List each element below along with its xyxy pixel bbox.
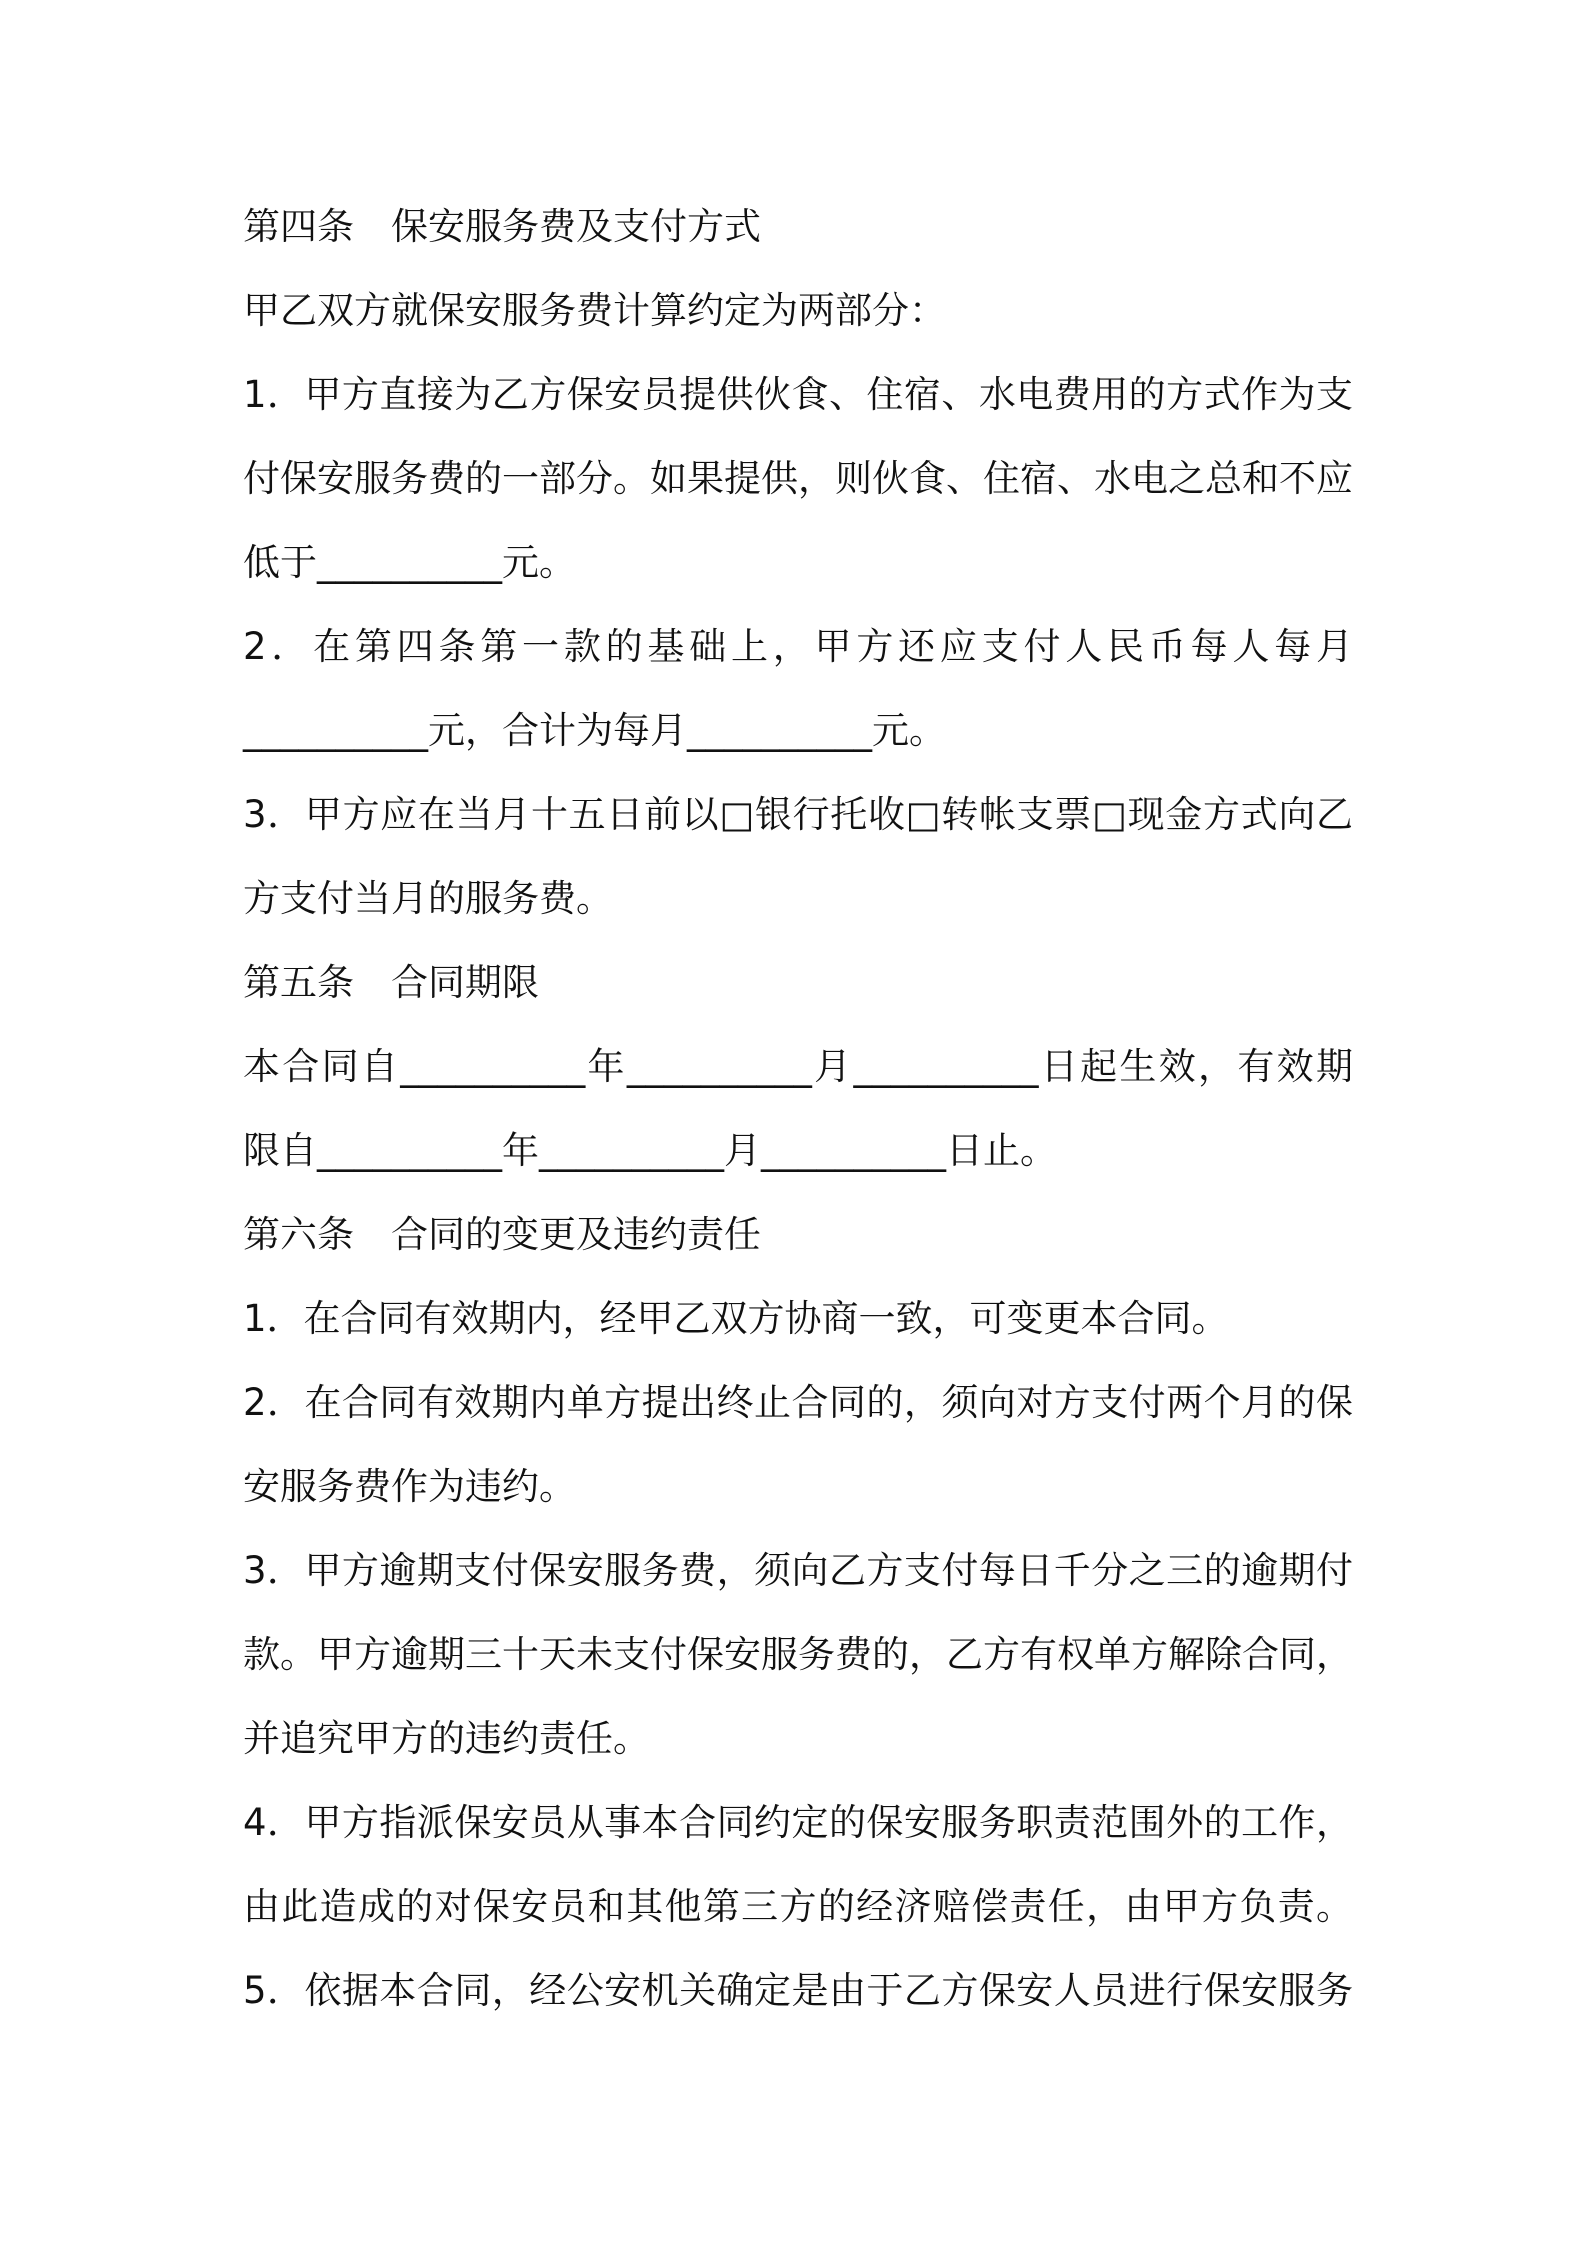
paragraph-line: 付保安服务费的一部分。如果提供，则伙食、住宿、水电之总和不应 — [243, 457, 1353, 500]
paragraph-line: 1．在合同有效期内，经甲乙双方协商一致，可变更本合同。 — [243, 1297, 1229, 1340]
article-4-heading: 第四条 保安服务费及支付方式 — [243, 205, 761, 248]
paragraph-line: 1．甲方直接为乙方保安员提供伙食、住宿、水电费用的方式作为支 — [243, 373, 1353, 416]
paragraph-line: 2．在合同有效期内单方提出终止合同的，须向对方支付两个月的保 — [243, 1381, 1353, 1424]
paragraph-line: 由此造成的对保安员和其他第三方的经济赔偿责任，由甲方负责。 — [243, 1885, 1353, 1928]
paragraph-line: 4．甲方指派保安员从事本合同约定的保安服务职责范围外的工作， — [243, 1801, 1353, 1844]
article-6-heading: 第六条 合同的变更及违约责任 — [243, 1213, 761, 1256]
paragraph-line: 方支付当月的服务费。 — [243, 877, 613, 920]
paragraph-line: 甲乙双方就保安服务费计算约定为两部分： — [243, 289, 946, 332]
paragraph-line: 并追究甲方的违约责任。 — [243, 1717, 650, 1760]
paragraph-line: 3．甲方应在当月十五日前以□银行托收□转帐支票□现金方式向乙 — [243, 793, 1353, 836]
paragraph-line: 3．甲方逾期支付保安服务费，须向乙方支付每日千分之三的逾期付 — [243, 1549, 1353, 1592]
paragraph-line: __________元，合计为每月__________元。 — [243, 709, 946, 752]
paragraph-line: 款。甲方逾期三十天未支付保安服务费的，乙方有权单方解除合同， — [243, 1633, 1353, 1676]
paragraph-line: 低于__________元。 — [243, 541, 576, 584]
paragraph-line: 2．在第四条第一款的基础上，甲方还应支付人民币每人每月 — [243, 625, 1353, 668]
paragraph-line: 限自__________年__________月__________日止。 — [243, 1129, 1057, 1172]
paragraph-line: 安服务费作为违约。 — [243, 1465, 576, 1508]
article-5-heading: 第五条 合同期限 — [243, 961, 539, 1004]
paragraph-line: 本合同自__________年__________月__________日起生效，有效期 — [243, 1045, 1353, 1088]
paragraph-line: 5．依据本合同，经公安机关确定是由于乙方保安人员进行保安服务 — [243, 1969, 1353, 2012]
